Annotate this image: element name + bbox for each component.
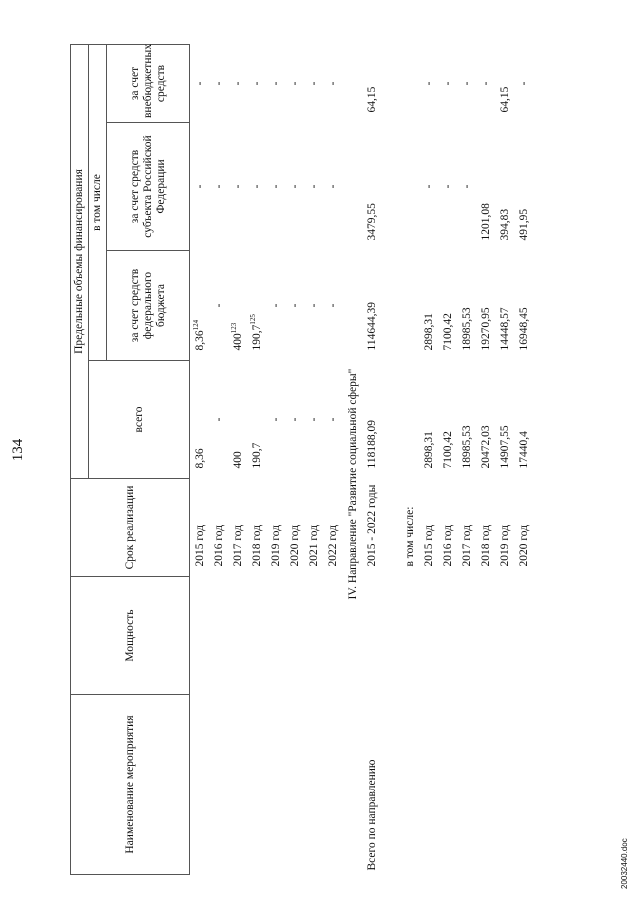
cell-extra-value: - [193, 81, 206, 86]
cell-extra [247, 45, 266, 123]
header-federal: за счет средств федерального бюджета [107, 251, 190, 361]
cell-federal [495, 251, 514, 361]
cell-name [228, 695, 247, 875]
cell-name [304, 695, 323, 875]
total-name: Всего по направлению [366, 759, 379, 871]
cell-subject-value: - [307, 184, 320, 189]
section-row [342, 45, 364, 875]
cell-total [190, 361, 210, 479]
cell-capacity [323, 577, 342, 695]
cell-extra [266, 45, 285, 123]
cell-subject-value: - [269, 184, 282, 189]
total-row [364, 45, 400, 875]
cell-total [495, 361, 514, 479]
cell-name [476, 695, 495, 875]
cell-capacity [304, 577, 323, 695]
cell-subject [190, 123, 210, 251]
cell-extra [514, 45, 533, 123]
cell-period [190, 479, 210, 577]
cell-period [514, 479, 533, 577]
cell-total [247, 361, 266, 479]
table-row [247, 45, 266, 875]
cell-extra-value: - [250, 81, 263, 86]
cell-total-value: 20472,03 [479, 425, 492, 469]
cell-extra [457, 45, 476, 123]
cell-federal-value: - [326, 303, 339, 308]
cell-total [285, 361, 304, 479]
cell-period [209, 479, 228, 577]
table-row [476, 45, 495, 875]
cell-subject-value: 491,95 [517, 208, 530, 241]
table-row [304, 45, 323, 875]
footnote-ref: 123 [230, 322, 239, 334]
cell-period-value: 2019 год [269, 524, 282, 567]
footnote-ref: 124 [192, 319, 201, 331]
cell-extra [190, 45, 210, 123]
cell-subject [419, 123, 438, 251]
cell-federal-value: - [307, 303, 320, 308]
cell-subject-value: - [193, 184, 206, 189]
table-row [438, 45, 457, 875]
cell-federal-value: 16948,45 [517, 307, 530, 351]
cell-extra-value: 64,15 [498, 86, 511, 113]
cell-subject-value: - [422, 184, 435, 189]
table-row [209, 45, 228, 875]
cell-federal [209, 251, 228, 361]
cell-name [323, 695, 342, 875]
cell-total [304, 361, 323, 479]
total-capacity [364, 577, 400, 695]
table-header [71, 45, 190, 875]
cell-extra [304, 45, 323, 123]
cell-capacity [266, 577, 285, 695]
cell-name [457, 695, 476, 875]
cell-subject [266, 123, 285, 251]
cell-subject-value: - [441, 184, 454, 189]
cell-capacity [190, 577, 210, 695]
cell-extra-value: - [422, 81, 435, 86]
cell-period-value: 2015 год [193, 524, 206, 567]
cell-subject [285, 123, 304, 251]
cell-period-value: 2016 год [441, 524, 454, 567]
cell-extra [323, 45, 342, 123]
cell-name [419, 695, 438, 875]
cell-extra [285, 45, 304, 123]
cell-total-value: - [288, 417, 301, 422]
cell-name [209, 695, 228, 875]
cell-total [457, 361, 476, 479]
cell-period-value: 2020 год [288, 524, 301, 567]
cell-name [190, 695, 210, 875]
table-row [228, 45, 247, 875]
cell-extra [476, 45, 495, 123]
cell-federal [247, 251, 266, 361]
header-including: в том числе [89, 45, 107, 361]
cell-total-value: - [307, 417, 320, 422]
cell-total-value: 8,36 [193, 448, 206, 469]
cell-total [438, 361, 457, 479]
section-title: IV. Направление "Развитие социальной сферы" [347, 368, 360, 600]
cell-federal [304, 251, 323, 361]
table-row [323, 45, 342, 875]
cell-extra-value: - [231, 81, 244, 86]
cell-total-value: 14907,55 [498, 425, 511, 469]
cell-federal [323, 251, 342, 361]
cell-name [495, 695, 514, 875]
cell-period [228, 479, 247, 577]
cell-federal-value: 400 [232, 333, 245, 351]
cell-subject-value: - [250, 184, 263, 189]
cell-total [266, 361, 285, 479]
cell-subject [304, 123, 323, 251]
cell-period-value: 2020 год [517, 524, 530, 567]
header-subject: за счет средств субъекта Российской Федерации [107, 123, 190, 251]
cell-period [247, 479, 266, 577]
cell-extra-value: - [307, 81, 320, 86]
cell-federal [190, 251, 210, 361]
cell-extra-value: - [460, 81, 473, 86]
including-label: в том числе: [403, 506, 416, 567]
cell-total [514, 361, 533, 479]
cell-period [495, 479, 514, 577]
footnote-ref: 125 [249, 314, 258, 325]
cell-period [419, 479, 438, 577]
including-row [400, 45, 419, 875]
cell-name [247, 695, 266, 875]
cell-total-value: 190,7 [250, 442, 263, 469]
cell-subject [514, 123, 533, 251]
total-extra: 64,15 [366, 86, 379, 113]
cell-capacity [476, 577, 495, 695]
cell-extra-value: - [326, 81, 339, 86]
footer-code: 20032440.doc [620, 838, 629, 889]
cell-capacity [438, 577, 457, 695]
cell-federal-value: - [288, 303, 301, 308]
cell-subject [476, 123, 495, 251]
cell-federal-value: 19270,95 [479, 307, 492, 351]
cell-capacity [285, 577, 304, 695]
table-row [190, 45, 210, 875]
total-period: 2015 - 2022 годы [366, 484, 379, 567]
cell-subject-value: - [212, 184, 225, 189]
table-row [457, 45, 476, 875]
cell-subject-value: 394,83 [498, 208, 511, 241]
cell-name [266, 695, 285, 875]
cell-total-value: - [212, 417, 225, 422]
cell-capacity [247, 577, 266, 695]
cell-total-value: 18985,53 [460, 425, 473, 469]
cell-period [285, 479, 304, 577]
section-block [342, 45, 419, 875]
cell-period [323, 479, 342, 577]
cell-extra [419, 45, 438, 123]
cell-period-value: 2017 год [460, 524, 473, 567]
cell-federal-value: 7100,42 [441, 313, 454, 351]
cell-subject-value: - [326, 184, 339, 189]
cell-name [514, 695, 533, 875]
cell-subject-value: 1201,08 [479, 203, 492, 241]
cell-subject [228, 123, 247, 251]
table-row [266, 45, 285, 875]
cell-total-value: 2898,31 [422, 431, 435, 469]
cell-name [285, 695, 304, 875]
header-name: Наименование мероприятия [71, 695, 190, 875]
cell-extra [209, 45, 228, 123]
cell-federal-value: - [212, 303, 225, 308]
cell-capacity [457, 577, 476, 695]
cell-extra-value: - [479, 81, 492, 86]
cell-total [323, 361, 342, 479]
cell-period-value: 2015 год [422, 524, 435, 567]
total-subject: 3479,55 [366, 203, 379, 241]
cell-period-value: 2017 год [231, 524, 244, 567]
cell-capacity [419, 577, 438, 695]
cell-total [228, 361, 247, 479]
cell-period-value: 2016 год [212, 524, 225, 567]
cell-period [438, 479, 457, 577]
cell-total-value: 400 [231, 451, 244, 469]
total-federal: 114644,39 [366, 302, 379, 351]
cell-federal [419, 251, 438, 361]
cell-federal [285, 251, 304, 361]
cell-total-value: 7100,42 [441, 431, 454, 469]
cell-period [457, 479, 476, 577]
cell-subject [323, 123, 342, 251]
cell-extra-value: - [288, 81, 301, 86]
table-body-bottom [419, 45, 533, 875]
cell-extra-value: - [517, 81, 530, 86]
cell-capacity [228, 577, 247, 695]
cell-federal [476, 251, 495, 361]
cell-federal [514, 251, 533, 361]
cell-federal-value: 8,36 [194, 330, 207, 351]
cell-period [304, 479, 323, 577]
header-capacity: Мощность [71, 577, 190, 695]
cell-extra-value: - [441, 81, 454, 86]
cell-capacity [495, 577, 514, 695]
cell-subject-value: - [231, 184, 244, 189]
cell-total [419, 361, 438, 479]
cell-federal-value: 2898,31 [422, 313, 435, 351]
cell-name [438, 695, 457, 875]
cell-federal-value: 18985,53 [460, 307, 473, 351]
cell-period [266, 479, 285, 577]
cell-subject [209, 123, 228, 251]
header-period: Срок реализации [71, 479, 190, 577]
header-total: всего [89, 361, 190, 479]
cell-federal [438, 251, 457, 361]
cell-federal [457, 251, 476, 361]
table-row [514, 45, 533, 875]
cell-capacity [209, 577, 228, 695]
cell-extra-value: - [212, 81, 225, 86]
cell-federal-value: - [269, 303, 282, 308]
cell-extra [438, 45, 457, 123]
table-row [285, 45, 304, 875]
cell-capacity [514, 577, 533, 695]
table-row [495, 45, 514, 875]
cell-subject [247, 123, 266, 251]
cell-subject [495, 123, 514, 251]
cell-subject [457, 123, 476, 251]
cell-subject [438, 123, 457, 251]
cell-period-value: 2022 год [326, 524, 339, 567]
cell-subject-value: - [460, 184, 473, 189]
header-extrabudget: за счет внебюджетных средств [107, 45, 190, 123]
page-number: 134 [10, 438, 26, 462]
cell-extra [228, 45, 247, 123]
cell-federal-value: 14448,57 [498, 307, 511, 351]
cell-extra-value: - [269, 81, 282, 86]
cell-period [476, 479, 495, 577]
cell-period-value: 2018 год [479, 524, 492, 567]
table-body-top [190, 45, 343, 875]
cell-federal [266, 251, 285, 361]
cell-total-value: - [269, 417, 282, 422]
cell-extra [495, 45, 514, 123]
cell-subject-value: - [288, 184, 301, 189]
cell-federal-value: 190,7 [251, 324, 264, 351]
cell-period-value: 2018 год [250, 524, 263, 567]
table-row [419, 45, 438, 875]
cell-total-value: 17440,4 [517, 431, 530, 469]
cell-period-value: 2021 год [307, 524, 320, 567]
cell-period-value: 2019 год [498, 524, 511, 567]
financing-table [70, 44, 533, 875]
cell-total [209, 361, 228, 479]
header-limits: Предельные объемы финансирования [71, 45, 89, 479]
cell-total-value: - [326, 417, 339, 422]
total-total: 118188,09 [366, 420, 379, 469]
cell-total [476, 361, 495, 479]
cell-federal [228, 251, 247, 361]
